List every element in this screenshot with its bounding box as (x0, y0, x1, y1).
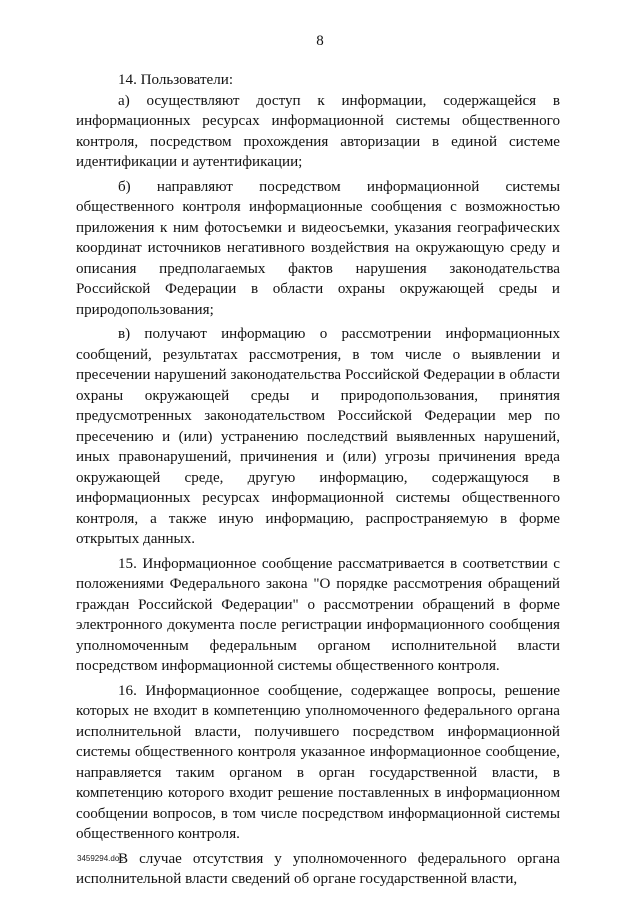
paragraph-item-b: б) направляют посредством информационной системы общественного контроля информационные сообщения с возможностью приложения к ним фотосъемки и видеосъемки, указания географических координат источников негативного воздействия на окружающую среду и описания предполагаемых фактов нарушения законодательства Российской Федерации в области охраны окружающей среды и природопользования; (76, 178, 560, 318)
paragraph-item-a: а) осуществляют доступ к информации, содержащейся в информационных ресурсах информационной системы общественного контроля, посредством прохождения авторизации в единой системе идентификации и аутентификации; (76, 92, 560, 170)
paragraph-item-c: в) получают информацию о рассмотрении информационных сообщений, результатах рассмотрения, в том числе о выявлении и пресечении нарушений законодательства Российской Федерации в области охраны окружающей среды и природопользования, принятия предусмотренных законодательством Российской Федерации мер по пресечению и (или) устранению последствий выявленных нарушений, иных правонарушений, причинения и (или) угрозы причинения вреда окружающей среде, другую информацию, содержащуюся в информационных ресурсах информационной системы общественного контроля, а также иную информацию, распространяемую в форме открытых данных. (76, 326, 560, 547)
document-file-code: 3459294.doc (77, 854, 124, 863)
paragraph-users-heading: 14. Пользователи: (118, 72, 234, 88)
paragraph-15: 15. Информационное сообщение рассматривается в соответствии с положениями Федерального закона "О порядке рассмотрения обращений граждан Российской Федерации" о рассмотрении обращений в форме электронного документа после регистрации информационного сообщения уполномоченным федеральным органом исполнительной власти посредством информационной системы общественного контроля. (76, 555, 560, 674)
page-number: 8 (316, 33, 324, 49)
document-body (76, 70, 560, 890)
paragraph-no-info-case: В случае отсутствия у уполномоченного федерального органа исполнительной власти сведений об органе государственной власти, (76, 850, 560, 887)
paragraph-16: 16. Информационное сообщение, содержащее вопросы, решение которых не входит в компетенцию уполномоченного федерального органа исполнительной власти, получившего посредством информационной системы общественного контроля указанное информационное сообщение, направляется таким органом в орган государственной власти, в компетенцию которого входит решение поставленных в информационном сообщении вопросов, в том числе посредством информационной системы общественного контроля. (76, 682, 560, 842)
